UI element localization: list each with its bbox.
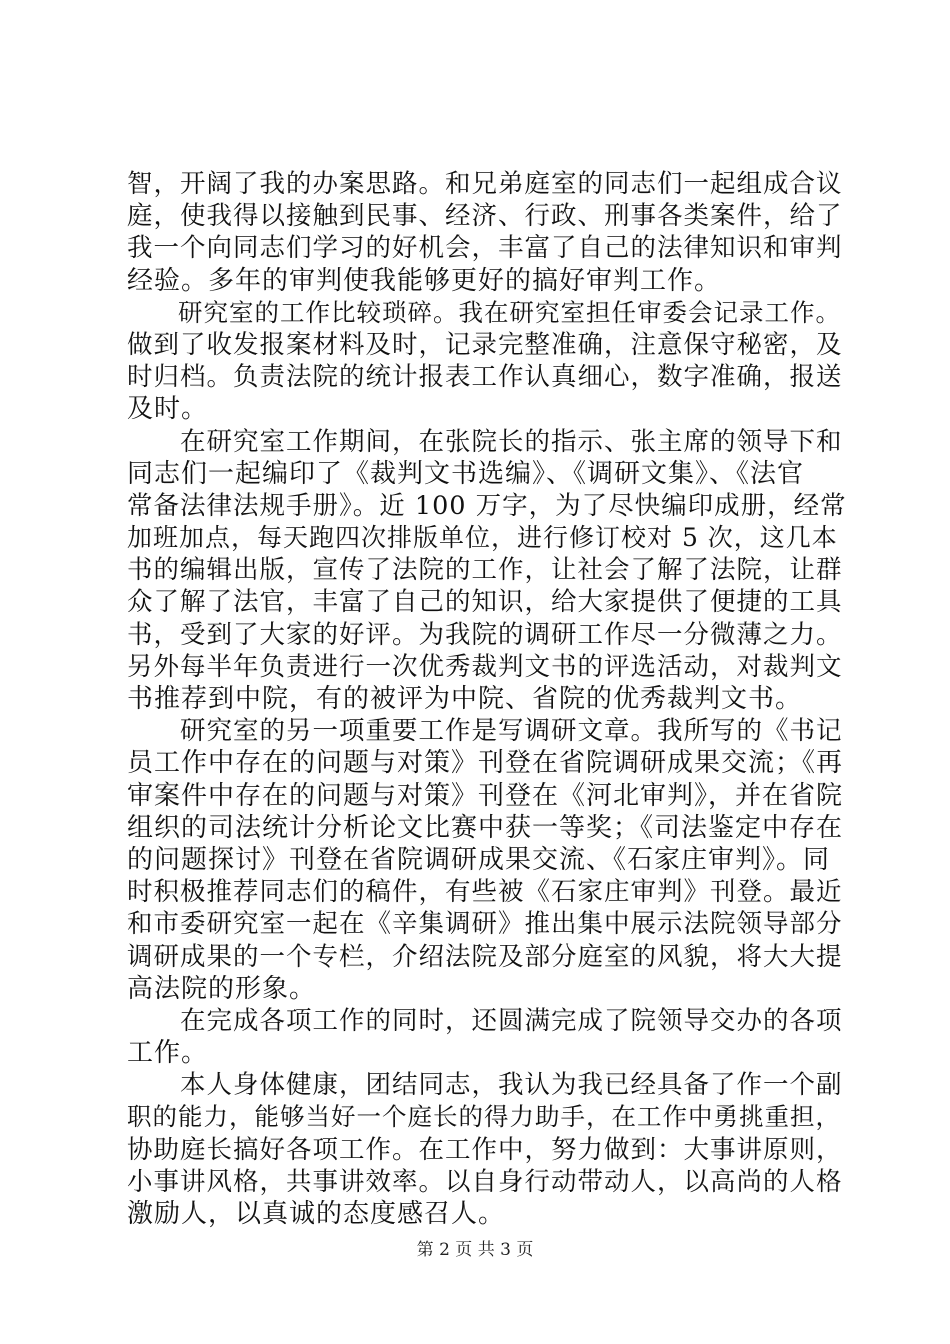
text-line: 经验。多年的审判使我能够更好的搞好审判工作。 <box>127 265 722 296</box>
text-line: 我一个向同志们学习的好机会，丰富了自己的法律知识和审判 <box>127 233 843 264</box>
text-line: 职的能力，能够当好一个庭长的得力助手，在工作中勇挑重担， <box>127 1102 841 1132</box>
text-line: 同志们一起编印了《裁判文书选编》、《调研文集》、《法官 <box>127 458 805 489</box>
text-line: 调研成果的一个专栏，介绍法院及部分庭室的风貌，将大大提 <box>127 941 843 972</box>
text-line: 常备法律法规手册》。近 100 万字，为了尽快编印成册，经常 <box>127 490 847 521</box>
text-line: 书，受到了大家的好评。为我院的调研工作尽一分微薄之力。 <box>127 619 843 650</box>
text-line: 在研究室工作期间，在张院长的指示、张主席的领导下和 <box>127 426 843 457</box>
text-line: 庭，使我得以接触到民事、经济、行政、刑事各类案件，给了 <box>127 201 843 232</box>
text-line: 书推荐到中院，有的被评为中院、省院的优秀裁判文书。 <box>127 684 803 714</box>
text-line: 的问题探讨》刊登在省院调研成果交流、《石家庄审判》。同 <box>127 844 831 875</box>
text-line: 本人身体健康，团结同志，我认为我已经具备了作一个副 <box>127 1070 843 1101</box>
text-line: 激励人，以真诚的态度感召人。 <box>127 1199 506 1229</box>
text-line: 工作。 <box>127 1038 209 1069</box>
text-line: 做到了收发报案材料及时，记录完整准确，注意保守秘密，及 <box>127 329 843 360</box>
text-line: 书的编辑出版，宣传了法院的工作，让社会了解了法院，让群 <box>127 555 843 586</box>
document-body <box>127 168 847 1230</box>
text-line: 研究室的工作比较琐碎。我在研究室担任审委会记录工作。 <box>127 297 841 327</box>
text-line: 智，开阔了我的办案思路。和兄弟庭室的同志们一起组成合议 <box>127 169 843 199</box>
text-line: 在完成各项工作的同时，还圆满完成了院领导交办的各项 <box>127 1005 843 1036</box>
text-line: 高法院的形象。 <box>127 973 317 1004</box>
page-footer: 第 2 页 共 3 页 <box>416 1240 534 1260</box>
text-line: 审案件中存在的问题与对策》刊登在《河北审判》，并在省院 <box>127 780 844 811</box>
text-line: 及时。 <box>127 394 209 425</box>
text-line: 小事讲风格，共事讲效率。以自身行动带动人，以高尚的人格 <box>127 1166 843 1197</box>
text-line: 员工作中存在的问题与对策》刊登在省院调研成果交流；《再 <box>127 748 844 779</box>
text-line: 和市委研究室一起在《辛集调研》推出集中展示法院领导部分 <box>127 909 843 940</box>
text-line: 众了解了法官，丰富了自己的知识，给大家提供了便捷的工具 <box>127 587 843 618</box>
text-line: 协助庭长搞好各项工作。在工作中，努力做到：大事讲原则， <box>127 1134 843 1165</box>
text-line: 时积极推荐同志们的稿件，有些被《石家庄审判》刊登。最近 <box>127 877 843 908</box>
text-line: 研究室的另一项重要工作是写调研文章。我所写的《书记 <box>127 716 843 747</box>
text-line: 时归档。负责法院的统计报表工作认真细心，数字准确，报送 <box>127 362 843 393</box>
text-line: 另外每半年负责进行一次优秀裁判文书的评选活动，对裁判文 <box>127 651 843 682</box>
text-line: 加班加点，每天跑四次排版单位，进行修订校对 5 次，这几本 <box>127 523 838 553</box>
text-line: 组织的司法统计分析论文比赛中获一等奖；《司法鉴定中存在 <box>127 812 844 843</box>
